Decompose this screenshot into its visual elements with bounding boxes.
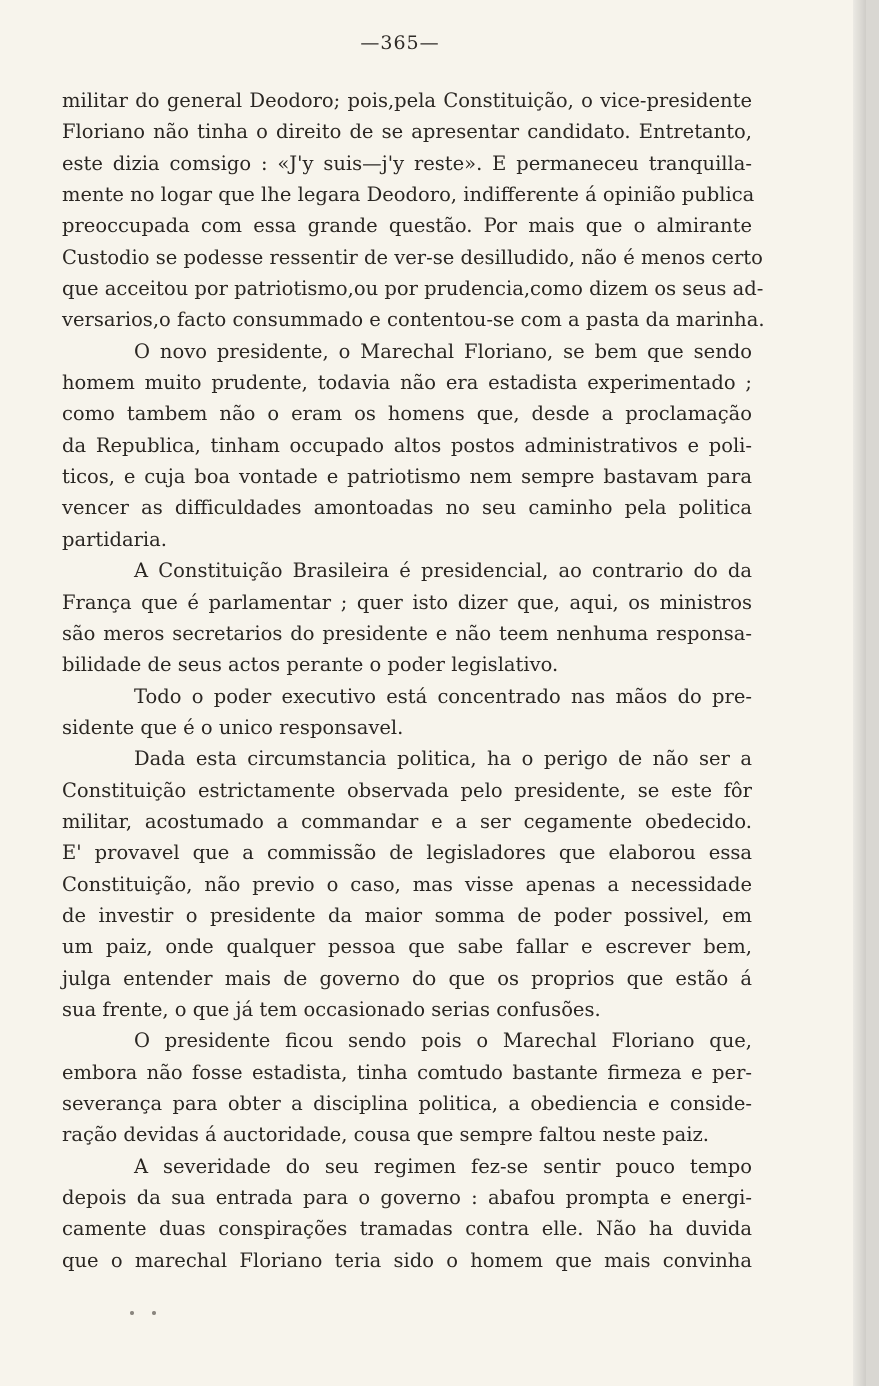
text-line: severança para obter a disciplina politica, a obediencia e conside- [62, 1092, 752, 1115]
text-line: vencer as difficuldades amontoadas no seu caminho pela politica [62, 496, 752, 520]
text-line: sidente que é o unico responsavel. [62, 715, 404, 739]
text-line: versarios,o facto consummado e contentou-se com a pasta da marinha. [62, 308, 765, 332]
page-number: —365— [360, 32, 440, 54]
text-line: Todo o poder executivo está concentrado nas mãos do pre- [134, 684, 752, 708]
page-edge [853, 0, 866, 1386]
text-line: um paiz, onde qualquer pessoa que sabe fallar e escrever bem, [62, 935, 752, 959]
text-line: ticos, e cuja boa vontade e patriotismo nem sempre bastavam para [62, 465, 752, 489]
text-line: Floriano não tinha o direito de se apresentar candidato. Entretanto, [62, 120, 752, 144]
text-line: A severidade do seu regimen fez-se sentir pouco tempo [134, 1154, 752, 1178]
text-line: militar, acostumado a commandar e a ser cegamente obedecido. [62, 809, 752, 833]
text-line: mente no logar que lhe legara Deodoro, indifferente á opinião publica [62, 183, 755, 207]
text-line: depois da sua entrada para o governo : abafou prompta e energi- [62, 1186, 752, 1210]
text-line: O novo presidente, o Marechal Floriano, se bem que sendo [134, 339, 752, 363]
text-line: militar do general Deodoro; pois,pela Constituição, o vice-presidente [62, 89, 752, 112]
text-line: partidaria. [62, 527, 167, 551]
text-line: de investir o presidente da maior somma de poder possivel, em [62, 903, 752, 927]
text-line: que o marechal Floriano teria sido o homem que mais convinha [62, 1248, 752, 1272]
text-line: Dada esta circumstancia politica, ha o perigo de não ser a [134, 747, 752, 771]
body-text [62, 85, 765, 1276]
ink-speck [152, 1311, 156, 1315]
text-line: E' provavel que a commissão de legisladores que elaborou essa [62, 841, 752, 865]
text-line: julga entender mais de governo do que os proprios que estão á [62, 966, 752, 990]
text-line: ração devidas á auctoridade, cousa que sempre faltou neste paiz. [62, 1123, 709, 1147]
text-line: camente duas conspirações tramadas contra elle. Não ha duvida [62, 1217, 752, 1241]
text-line: são meros secretarios do presidente e não teem nenhuma responsa- [62, 621, 752, 645]
text-line: Constituição estrictamente observada pelo presidente, se este fôr [62, 778, 752, 802]
text-line: embora não fosse estadista, tinha comtudo bastante firmeza e per- [62, 1060, 752, 1084]
ink-speck [130, 1311, 134, 1315]
text-line: O presidente ficou sendo pois o Marechal Floriano que, [134, 1029, 752, 1053]
text-line: Custodio se podesse ressentir de ver-se desilludido, não é menos certo [62, 245, 763, 269]
text-line: bilidade de seus actos perante o poder legislativo. [62, 653, 559, 677]
text-line: sua frente, o que já tem occasionado serias confusões. [62, 997, 601, 1021]
text-line: como tambem não o eram os homens que, desde a proclamação [62, 402, 752, 426]
text-line: homem muito prudente, todavia não era estadista experimentado ; [62, 371, 752, 395]
text-line: que acceitou por patriotismo,ou por prudencia,como dizem os seus ad- [62, 277, 764, 301]
text-line: França que é parlamentar ; quer isto dizer que, aqui, os ministros [62, 590, 752, 614]
text-line: Constituição, não previo o caso, mas visse apenas a necessidade [62, 872, 752, 896]
text-line: A Constituição Brasileira é presidencial, ao contrario do da [134, 559, 752, 583]
text-line: este dizia comsigo : «J'y suis—j'y reste». E permaneceu tranquilla- [62, 151, 752, 175]
text-line: preoccupada com essa grande questão. Por mais que o almirante [62, 214, 752, 238]
text-line: da Republica, tinham occupado altos postos administrativos e poli- [62, 433, 752, 457]
